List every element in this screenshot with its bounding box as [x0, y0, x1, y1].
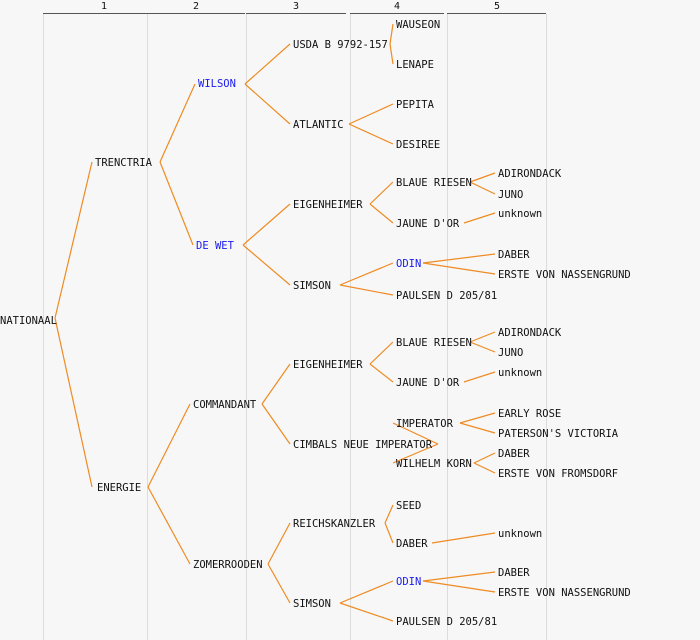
pedigree-node[interactable]: DE WET — [196, 240, 234, 252]
pedigree-node: TRENCTRIA — [95, 157, 152, 169]
pedigree-node: PAULSEN D 205/81 — [396, 290, 498, 302]
pedigree-node: ADIRONDACK — [498, 168, 562, 180]
pedigree-node[interactable]: ODIN — [396, 576, 422, 588]
pedigree-node: NATIONAAL — [0, 315, 57, 327]
pedigree-node: ATLANTIC — [293, 119, 344, 131]
pedigree-node: SEED — [396, 500, 422, 512]
pedigree-node: ERSTE VON NASSENGRUND — [498, 269, 631, 281]
pedigree-node: SIMSON — [293, 598, 331, 610]
column-header-1: 1 — [100, 1, 108, 12]
pedigree-node: PATERSON'S VICTORIA — [498, 428, 619, 440]
pedigree-node: PAULSEN D 205/81 — [396, 616, 498, 628]
pedigree-node: ENERGIE — [97, 482, 142, 494]
pedigree-node: BLAUE RIESEN — [396, 177, 472, 189]
column-header-3: 3 — [292, 1, 300, 12]
pedigree-node: WAUSEON — [396, 19, 441, 31]
column-header-4: 4 — [393, 1, 401, 12]
pedigree-node: REICHSKANZLER — [293, 518, 376, 530]
pedigree-node: DABER — [396, 538, 428, 550]
pedigree-node: EARLY ROSE — [498, 408, 562, 420]
pedigree-node[interactable]: WILSON — [198, 78, 236, 90]
pedigree-node: DABER — [498, 249, 530, 261]
pedigree-node: ADIRONDACK — [498, 327, 562, 339]
pedigree-node: ERSTE VON NASSENGRUND — [498, 587, 631, 599]
pedigree-node: ZOMERROODEN — [193, 559, 263, 571]
pedigree-node: unknown — [498, 367, 543, 379]
pedigree-node: unknown — [498, 528, 543, 540]
pedigree-node[interactable]: ODIN — [396, 258, 422, 270]
pedigree-node: JAUNE D'OR — [396, 218, 460, 230]
column-header-2: 2 — [192, 1, 200, 12]
pedigree-node: JUNO — [498, 347, 524, 359]
pedigree-node: CIMBALS NEUE IMPERATOR — [293, 439, 433, 451]
pedigree-node: USDA B 9792-157 — [293, 39, 388, 51]
pedigree-node: DESIREE — [396, 139, 441, 151]
pedigree-node: EIGENHEIMER — [293, 199, 363, 211]
pedigree-node: EIGENHEIMER — [293, 359, 363, 371]
pedigree-node: SIMSON — [293, 280, 331, 292]
pedigree-node: DABER — [498, 448, 530, 460]
pedigree-node: IMPERATOR — [396, 418, 453, 430]
pedigree-node: WILHELM KORN — [396, 458, 472, 470]
pedigree-node: unknown — [498, 208, 543, 220]
pedigree-node: ERSTE VON FROMSDORF — [498, 468, 619, 480]
pedigree-node: COMMANDANT — [193, 399, 257, 411]
pedigree-node: DABER — [498, 567, 530, 579]
pedigree-node: JAUNE D'OR — [396, 377, 460, 389]
pedigree-node: LENAPE — [396, 59, 434, 71]
pedigree-node: JUNO — [498, 189, 524, 201]
pedigree-node: BLAUE RIESEN — [396, 337, 472, 349]
pedigree-node: PEPITA — [396, 99, 434, 111]
column-header-5: 5 — [493, 1, 501, 12]
